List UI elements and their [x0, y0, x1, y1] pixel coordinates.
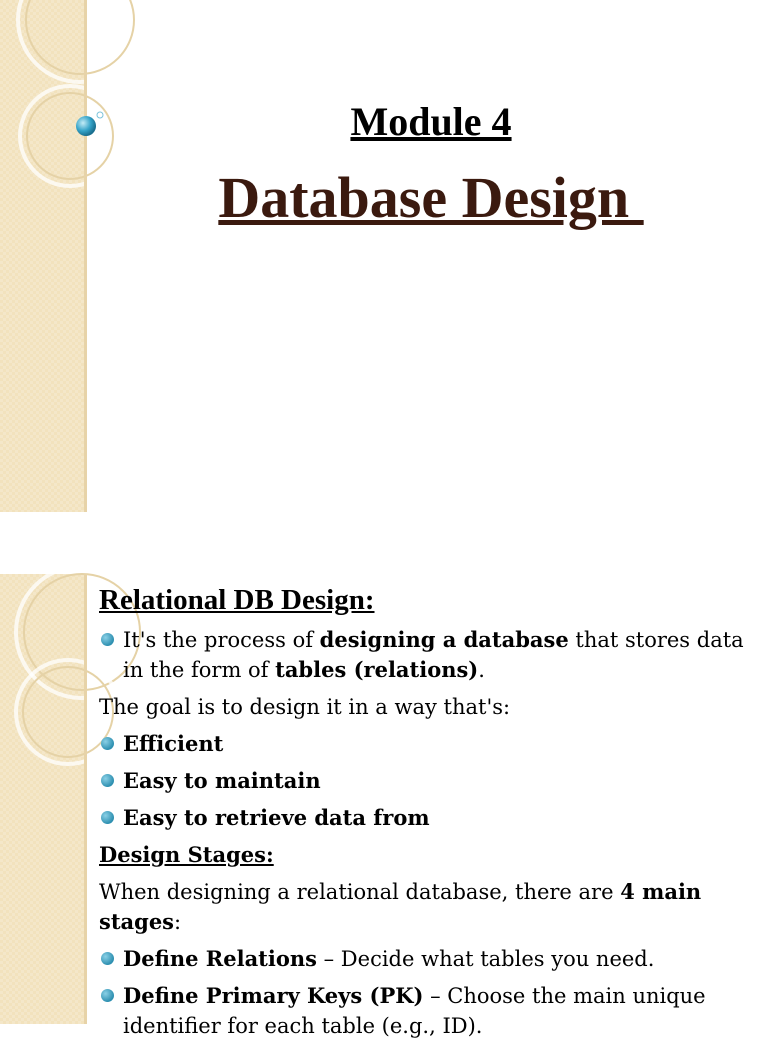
list-item: [99, 944, 764, 974]
sidebar-decoration: [0, 574, 84, 1024]
slide-2: [0, 574, 768, 1038]
bullet-icon: [101, 989, 114, 1002]
text: .: [478, 658, 485, 682]
bullet-icon: [101, 952, 114, 965]
list-item: [99, 981, 764, 1041]
goal-retrieve: Easy to retrieve data from: [123, 805, 430, 830]
list-item: [99, 625, 764, 685]
bold-text: tables (relations): [275, 657, 479, 682]
sidebar-edge: [84, 574, 87, 1024]
list-item: [99, 766, 764, 796]
goal-text: The goal is to design it in a way that's:: [99, 695, 511, 719]
sidebar-edge: [84, 0, 87, 512]
slide-content: [99, 582, 764, 1048]
list-item: [99, 803, 764, 833]
bullet-icon: [101, 811, 114, 824]
text: :: [174, 910, 182, 934]
slide-1: [0, 0, 768, 512]
bold-text: designing a database: [319, 627, 569, 652]
decorative-circles-icon: [0, 0, 110, 512]
bullet-icon: [101, 774, 114, 787]
subheading: Design Stages:: [99, 842, 274, 867]
text: It's the process of: [123, 628, 320, 652]
bullet-icon: [101, 737, 114, 750]
slide-gap: [0, 512, 768, 574]
goal-maintain: Easy to maintain: [123, 768, 321, 793]
bold-text: 4 main stages: [99, 879, 702, 934]
stages-intro: [99, 877, 764, 937]
text: – Choose the main unique identifier for each table (e.g., ID).: [123, 984, 706, 1038]
bullet-icon: [101, 633, 114, 646]
page-title: Database Design: [218, 165, 644, 230]
goal-efficient: Efficient: [123, 731, 224, 756]
text: When designing a relational database, there are: [99, 880, 621, 904]
sidebar-decoration: [0, 0, 84, 512]
text: that stores data in the form of: [123, 628, 744, 682]
decorative-circles-icon: [0, 574, 110, 1024]
bold-text: Define Relations: [123, 946, 317, 971]
text: – Decide what tables you need.: [316, 947, 655, 971]
bold-text: Define Primary Keys (PK): [123, 983, 424, 1008]
section-heading: Relational DB Design:: [99, 584, 375, 616]
module-title: Module 4: [350, 99, 512, 144]
list-item: [99, 729, 764, 759]
